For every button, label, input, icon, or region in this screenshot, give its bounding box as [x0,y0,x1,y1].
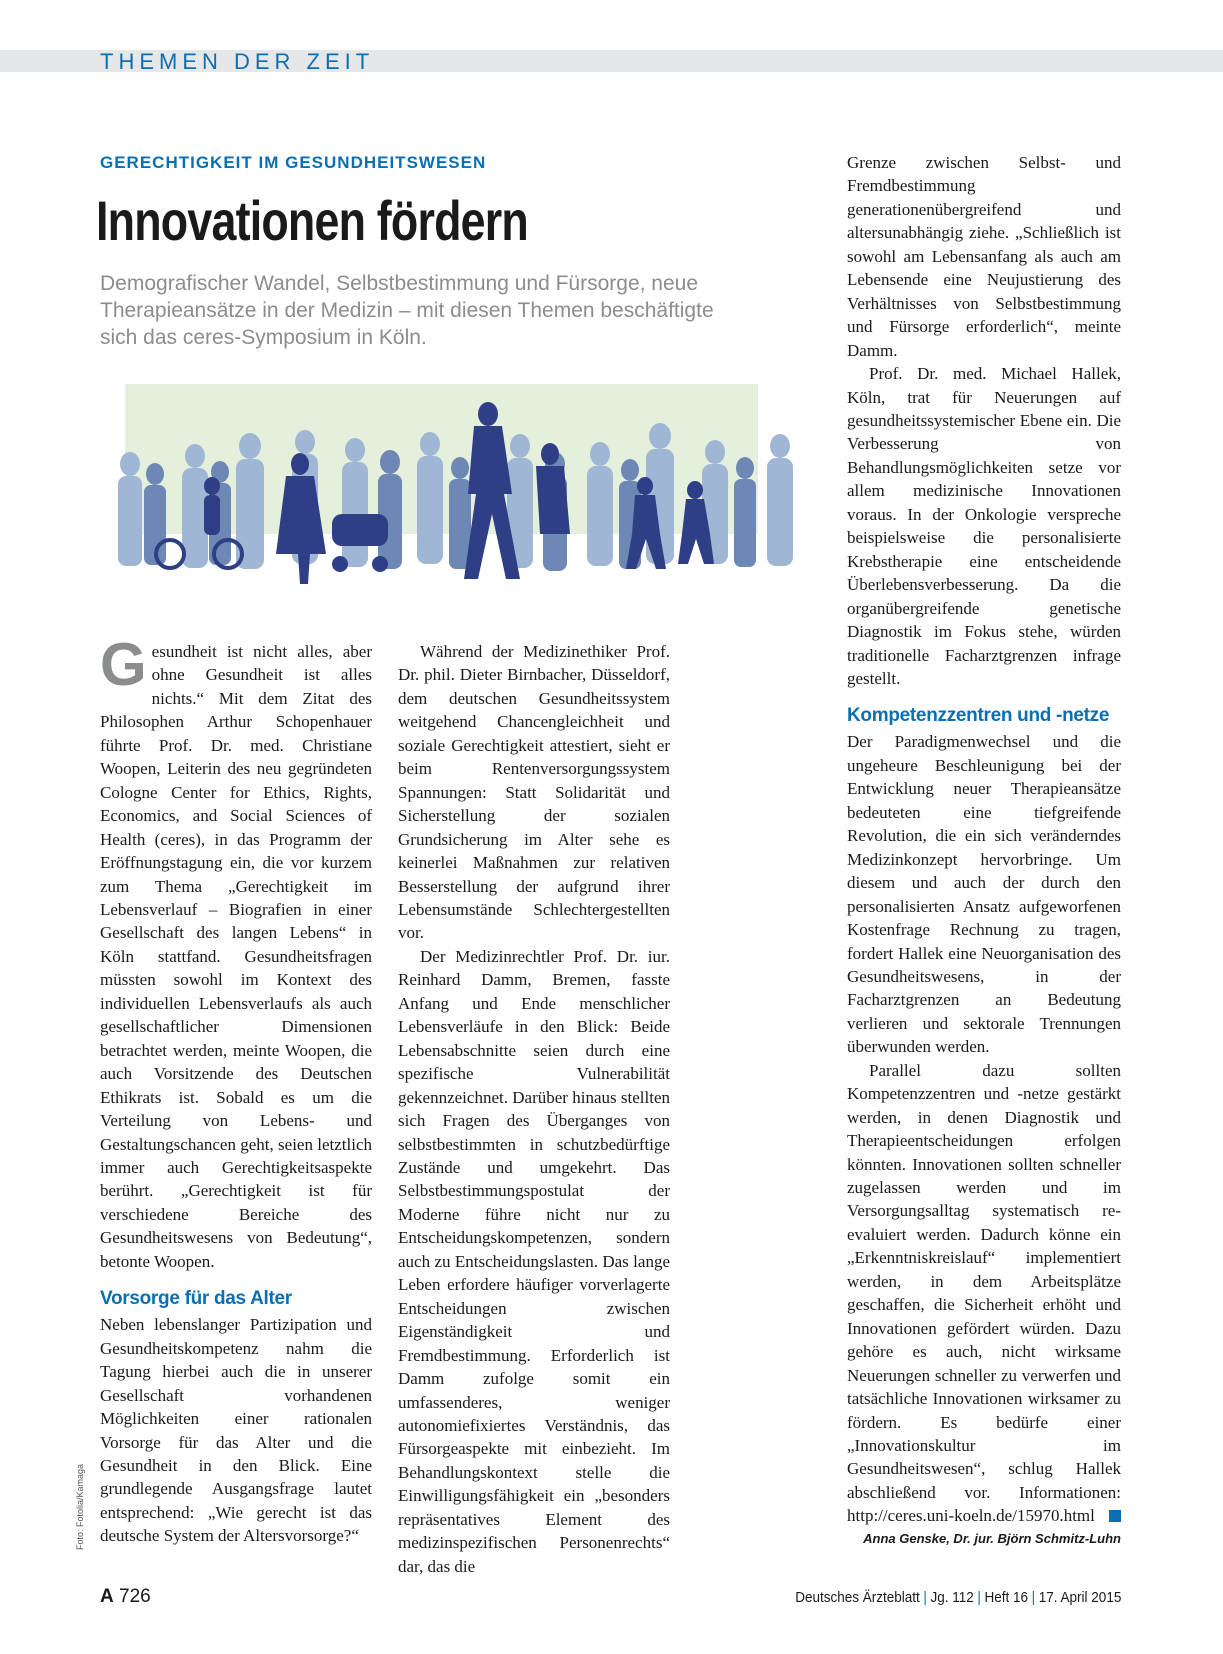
article-authors: Anna Genske, Dr. jur. Björn Schmitz-Luhn [863,1530,1121,1546]
column-1 [100,631,372,1548]
paragraph: Grenze zwischen Selbst- und Fremdbestimmung generationenübergreifend und altersunabhängig ziehe. „Schließlich ist sowohl am Lebensanfang als auch am Lebensende eine Neujustierung des Verhältnisses von Selbstbestimmung und Fürsorge erforderlich“, meinte Damm. [847,153,1121,360]
column-2 [398,640,670,1578]
paragraph-final [847,1059,1121,1528]
page-number-value: 726 [119,1586,151,1607]
subheading-kompetenzzentren: Kompetenzzentren und -netze [847,705,1110,727]
section-label: THEMEN DER ZEIT [100,49,375,74]
journal-date: 17. April 2015 [1038,1589,1121,1606]
article-lead: Demografischer Wandel, Selbstbestimmung und Fürsorge, neue Therapieansätze in der Medizin – mit diesen Themen beschäftigte sich das ceres-Symposium in Köln. [100,272,714,349]
separator: | [1031,1589,1035,1606]
paragraph [100,631,372,1273]
article-kicker: GERECHTIGKEIT IM GESUNDHEITSWESEN [100,153,487,172]
article-title: Innovationen fördern [96,189,528,252]
paragraph-text: Parallel dazu sollten Kompetenzzentren und -netze gestärkt werden, in denen Diagnostik und Therapieentscheidungen erfolgen könnten. Innovationen sollten schneller zugelassen werden und im Versorgungsalltag systematisch re-evaluiert werden. Dadurch könne ein „Erkenntniskreislauf“ implementiert werden, in dem Arbeitsplätze geschaffen, die Sicherheit erhöht und Innovationen gefördert würden. Dazu gehöre es auch, nicht wirksame Neuerungen schneller zu verwerfen und tatsächliche Innovationen wirksamer zu fördern. Es bedürfe einer „Innovationskultur im Gesundheitswesen“, schlug Hallek abschließend vor. Informationen: http://ceres.uni-koeln.de/15970.html [847,1060,1121,1526]
paragraph-text: esundheit ist nicht alles, aber ohne Gesundheit ist alles nichts.“ Mit dem Zitat des Philosophen Arthur Schopenhauer führte Prof. Dr. med. Christiane Woopen, Leiterin des neu gegründeten Cologne Center for Ethics, Rights, Economics, and Social Sciences of Health (ceres), in das Programm der Eröffnungstagung ein, die vor kurzem zum Thema „Gerechtigkeit im Lebensverlauf – Biografien in einer Gesellschaft des langen Lebens“ in Köln stattfand. Gesundheitsfragen müssten sowohl im Kontext des individuellen Lebensverlaufs als auch gesellschaftlicher Dimensionen betrachtet werden, meinte Woopen, die auch Vorsitzende des Deutschen Ethikrats ist. Sobald es um die Verteilung von Lebens- und Gestaltungschancen geht, seien letztlich immer auch Gerechtigkeitsaspekte berührt. „Gerechtigkeit ist für verschiedene Bereiche des Gesundheitswesens von Bedeutung“, betonte Woopen. [100,642,372,1271]
paragraph: Prof. Dr. med. Michael Hallek, Köln, trat für Neuerungen auf gesundheitssystemischer Ebene ein. Die Verbesserung von Behandlungsmöglichkeiten setze vor allem medizinische Innovationen voraus. In der Onkologie verspreche beispielsweise die personalisierte Krebstherapie eine entscheidende Überlebensverbesserung. Da die organübergreifende genetische Diagnostik im Fokus stehe, würden traditionelle Facharztgrenzen infrage gestellt. [847,364,1121,688]
paragraph: Während der Medizinethiker Prof. Dr. phil. Dieter Birnbacher, Düsseldorf, dem deutschen Gesundheitssystem weitgehend Chancengleichheit und soziale Gerechtigkeit attestiert, sieht er beim Rentenversorgungssystem Spannungen: Statt Solidarität und Sicherstellung der sozialen Grundsicherung im Alter sehe es keinerlei Maßnahmen zur relativen Besserstellung der aufgrund ihrer Lebensumstände Schlechtergestellten vor. [398,642,670,943]
paragraph: Neben lebenslanger Partizipation und Gesundheitskompetenz nahm die Tagung hierbei auch die in unserer Gesellschaft vorhandenen Möglichkeiten einer rationalen Vorsorge für das Alter und die Gesundheit in den Blick. Eine grundlegende Ausgangsfrage lautet entsprechend: „Wie gerecht ist das deutsche System der Altersvorsorge?“ [100,1315,372,1546]
photo-credit: Foto: Fotolia/Kamaga [75,1463,85,1550]
crowd-silhouette-illustration [100,384,823,616]
paragraph: Der Medizinrechtler Prof. Dr. iur. Reinhard Damm, Bremen, fasste Anfang und Ende menschlicher Lebensverläufe in den Blick: Beide Lebensabschnitte seien durch eine spezifische Vulnerabilität gekennzeichnet. Darüber hinaus stellten sich Fragen des Überganges von selbstbestimmten in schutzbedürftige Zustände und umgekehrt. Das Selbstbestimmungspostulat der Moderne führe nicht nur zu Entscheidungskompetenzen, sondern auch zu Entscheidungslasten. Das lange Leben erfordere häufiger vorverlagerte Entscheidungen zwischen Eigenständigkeit und Fremdbestimmung. Erforderlich ist Damm zufolge somit ein umfassenderes, weniger autonomiefixiertes Verständnis, das Fürsorgeaspekte mit einbezieht. Im Behandlungskontext stelle die Einwilligungsfähigkeit ein „besonders repräsentatives Element des medizinspezifischen Personenrechts“ dar, das die [398,946,670,1576]
footer-journal-info [795,1589,1121,1606]
drop-cap: G [100,631,147,698]
journal-issue: Heft 16 [984,1589,1028,1606]
journal-name: Deutsches Ärzteblatt [794,1589,920,1606]
subheading-vorsorge: Vorsorge für das Alter [100,1288,292,1310]
page-number [100,1586,151,1608]
separator: | [923,1589,927,1606]
end-mark-icon [1109,1510,1121,1522]
paragraph: Der Paradigmenwechsel und die ungeheure Beschleunigung bei der Entwicklung neuer Therapieansätze bedeuteten eine tiefgreifende Revolution, die ein sich veränderndes Medizinkonzept hervorbringe. Um diesem und auch der durch den personalisierten Ansatz aufgeworfenen Kostenfrage Rechnung zu tragen, fordert Hallek eine Neuorganisation des Gesundheitswesens, in der Facharztgrenzen an Bedeutung verlieren und sektorale Trennungen überwunden werden. [847,732,1121,1057]
page-prefix: A [100,1586,114,1607]
journal-volume: Jg. 112 [930,1589,974,1606]
column-3 [847,151,1121,1548]
separator: | [977,1589,981,1606]
